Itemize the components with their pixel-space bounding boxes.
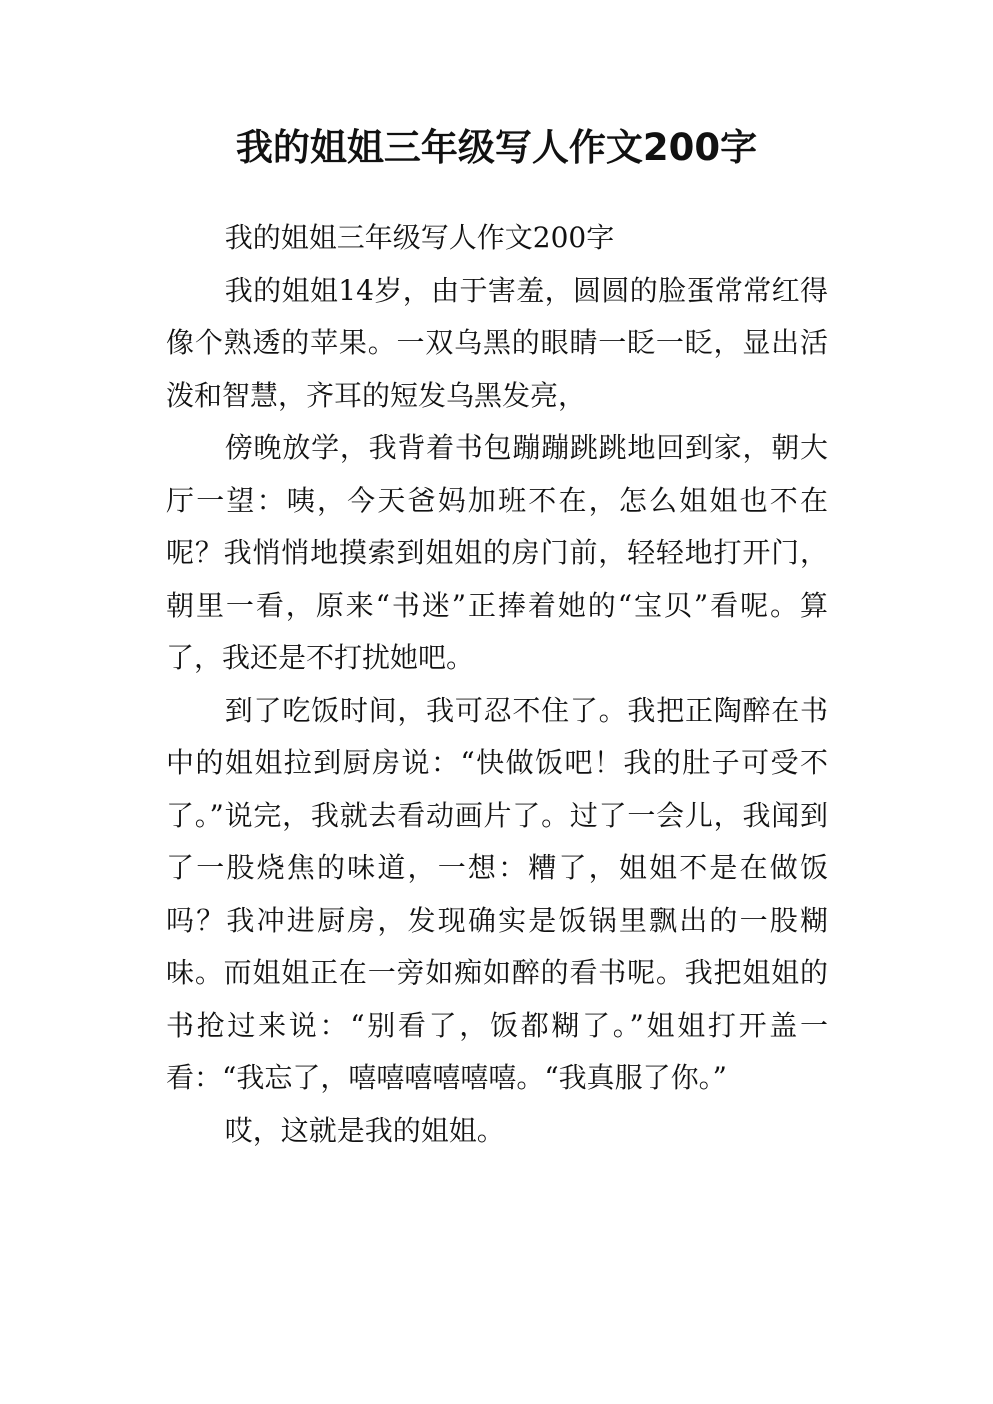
paragraph-subtitle: 我的姐姐三年级写人作文200字	[224, 221, 615, 254]
paragraph-description: 我的姐姐14岁，由于害羞，圆圆的脸蛋常常红得像个熟透的苹果。一双乌黑的眼睛一眨一眨，显出活泼和智慧，齐耳的短发乌黑发亮，	[166, 273, 828, 412]
paragraph-conclusion: 哎，这就是我的姐姐。	[224, 1113, 505, 1147]
document-body	[166, 212, 828, 1157]
paragraph-after-school: 傍晚放学，我背着书包蹦蹦跳跳地回到家，朝大厅一望：咦，今天爸妈加班不在，怎么姐姐也不在呢？我悄悄地摸索到姐姐的房门前，轻轻地打开门，朝里一看，原来“书迷”正捧着她的“宝贝”看呢。算了，我还是不打扰她吧。	[166, 431, 828, 674]
paragraph-dinner-time: 到了吃饭时间，我可忍不住了。我把正陶醉在书中的姐姐拉到厨房说：“快做饭吧！我的肚子可受不了。”说完，我就去看动画片了。过了一会儿，我闻到了一股烧焦的味道，一想：糟了，姐姐不是在做饭吗？我冲进厨房，发现确实是饭锅里飘出的一股糊味。而姐姐正在一旁如痴如醉的看书呢。我把姐姐的书抢过来说：“别看了，饭都糊了。”姐姐打开盖一看：“我忘了，嘻嘻嘻嘻嘻嘻。“我真服了你。”	[166, 693, 828, 1094]
document-title: 我的姐姐三年级写人作文200字	[235, 126, 758, 169]
